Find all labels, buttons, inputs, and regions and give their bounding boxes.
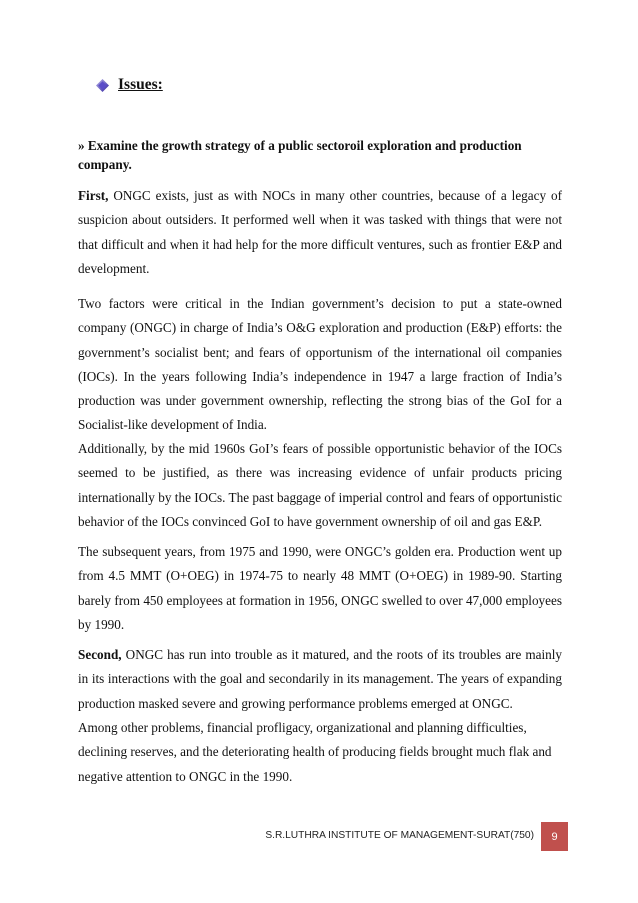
page-number-badge: 9 [541, 822, 568, 851]
paragraph-two-factors [78, 292, 562, 438]
paragraph-lead: Second, [78, 647, 122, 662]
paragraph-lead: First, [78, 188, 109, 203]
heading-title: Issues: [118, 76, 163, 93]
footer-institute: S.R.LUTHRA INSTITUTE OF MANAGEMENT-SURAT(750) [265, 830, 534, 841]
paragraph-body: The subsequent years, from 1975 and 1990, were ONGC’s golden era. Production went up from 4.5 MMT (O+OEG) in 1974‐75 to nearly 48 MMT (O+OEG) in 1989‐90. Starting barely from 450 employees at formation in 1956, ONGC swelled to over 47,000 employees by 1990. [78, 544, 562, 632]
paragraph-second [78, 643, 562, 716]
paragraph-first [78, 184, 562, 281]
diamond-bullet-icon [96, 79, 109, 92]
question-text: » Examine the growth strategy of a public sectoroil exploration and production company. [78, 138, 522, 172]
page-footer [0, 822, 638, 854]
paragraph-body: Among other problems, financial profligacy, organizational and planning difficulties, declining reserves, and the deteriorating health of producing fields brought much flak and negative attention to ONGC in the 1990. [78, 720, 552, 784]
paragraph-body: Two factors were critical in the Indian government’s decision to put a state‐owned company (ONGC) in charge of India’s O&G exploration and production (E&P) efforts: the government’s socialist bent; and fears of opportunism of the international oil companies (IOCs). In the years following India’s independence in 1947 a large fraction of India’s production was under government ownership, reflecting the strong bias of the GoI for a Socialist‐like development of India. [78, 296, 562, 433]
paragraph-body: Additionally, by the mid 1960s GoI’s fears of possible opportunistic behavior of the IOCs seemed to be justified, as there was increasing evidence of unfair products pricing internationally by the IOCs. The past baggage of imperial control and fears of opportunistic behavior of the IOCs convinced GoI to have government ownership of oil and gas E&P. [78, 441, 562, 529]
paragraph-other-problems [78, 716, 562, 789]
paragraph-body: ONGC exists, just as with NOCs in many other countries, because of a legacy of suspicion about outsiders. It performed well when it was tasked with things that were not that difficult and when it had help for the more difficult ventures, such as frontier E&P and development. [78, 188, 562, 276]
paragraph-additionally [78, 437, 562, 534]
paragraph-golden-era [78, 540, 562, 637]
section-heading [96, 76, 163, 94]
paragraph-body: ONGC has run into trouble as it matured, and the roots of its troubles are mainly in its interactions with the goal and secondarily in its management. The years of expanding production masked severe and growing performance problems emerged at ONGC. [78, 647, 562, 711]
